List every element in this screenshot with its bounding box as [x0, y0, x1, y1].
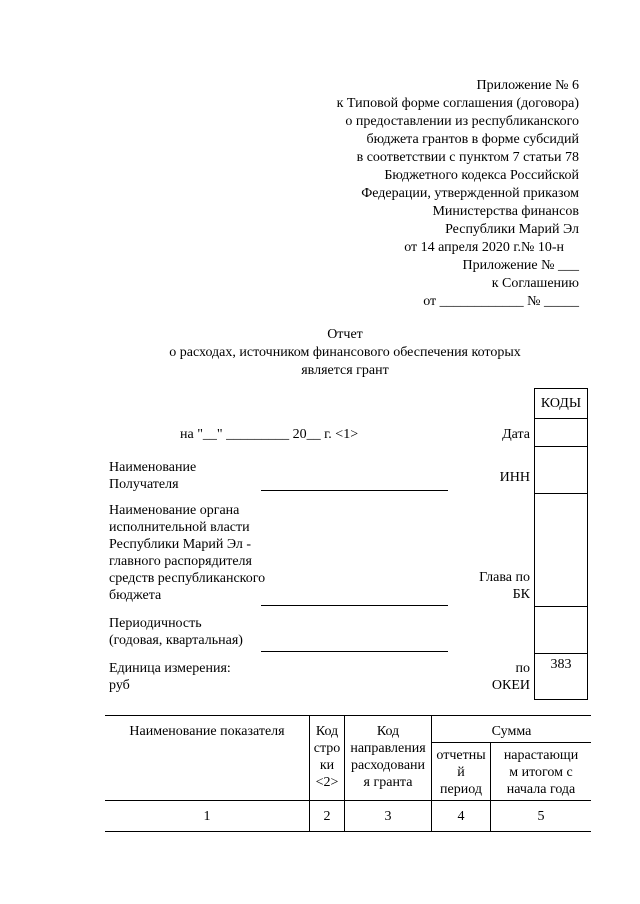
- header-text: Код: [315, 724, 339, 739]
- header-text: ки: [319, 758, 335, 773]
- label-line: Глава по: [479, 570, 530, 585]
- recipient-field[interactable]: [261, 490, 448, 491]
- periodicity-label: [109, 615, 243, 649]
- glava-bk-code-cell[interactable]: [535, 493, 587, 606]
- header-text: отчетны: [436, 748, 486, 763]
- header-line: Бюджетного кодекса Российской: [384, 168, 579, 183]
- header-line: Министерства финансов: [432, 204, 579, 219]
- label-line: исполнительной власти: [109, 520, 250, 535]
- header-line: от 14 апреля 2020 г.№ 10-н: [404, 240, 564, 255]
- okei-label: [492, 660, 530, 694]
- header-line: Приложение № 6: [476, 78, 579, 93]
- title-line: Отчет: [327, 327, 363, 342]
- recipient-label: [109, 459, 196, 493]
- header-text: расходовани: [350, 758, 426, 773]
- label-line: (годовая, квартальная): [109, 633, 243, 648]
- label-line: Получателя: [109, 477, 179, 492]
- header-text: м итогом с: [509, 765, 573, 780]
- header-line: от ____________ № _____: [423, 294, 579, 309]
- okei-code-cell: 383: [535, 653, 587, 699]
- header-text: начала года: [506, 782, 576, 797]
- header-text: й: [457, 765, 465, 780]
- header-sum: Сумма: [432, 716, 592, 743]
- date-code-cell[interactable]: [535, 418, 587, 446]
- column-number: 5: [491, 801, 592, 832]
- column-number: 2: [310, 801, 345, 832]
- header-line: к Типовой форме соглашения (договора): [336, 96, 579, 111]
- header-text: период: [440, 782, 482, 797]
- header-text: Код: [376, 724, 400, 739]
- periodicity-code-cell[interactable]: [535, 606, 587, 653]
- column-number: 1: [105, 801, 310, 832]
- header-line: Приложение № ___: [462, 258, 579, 273]
- date-label: Дата: [502, 427, 530, 442]
- header-line-code: [310, 716, 345, 801]
- header-text: нарастающи: [503, 748, 579, 763]
- inn-code-cell[interactable]: [535, 446, 587, 493]
- header-indicator: Наименование показателя: [105, 716, 310, 801]
- periodicity-field[interactable]: [261, 651, 448, 652]
- label-line: бюджета: [109, 588, 162, 603]
- header-cumulative: [491, 743, 592, 801]
- header-line: Республики Марий Эл: [445, 222, 579, 237]
- header-line: к Соглашению: [491, 276, 579, 291]
- label-line: руб: [109, 678, 130, 693]
- header-direction-code: [345, 716, 432, 801]
- header-text: <2>: [315, 775, 339, 790]
- header-line: Федерации, утвержденной приказом: [361, 186, 579, 201]
- label-line: ОКЕИ: [491, 678, 530, 693]
- unit-label: [109, 660, 231, 694]
- header-line: о предоставлении из республиканского: [345, 114, 579, 129]
- header-line: бюджета грантов в форме субсидий: [366, 132, 579, 147]
- column-number: 3: [345, 801, 432, 832]
- title-line: о расходах, источником финансового обеспечения которых: [169, 345, 521, 360]
- label-line: Наименование: [109, 460, 197, 475]
- inn-label: ИНН: [499, 470, 530, 485]
- label-line: Единица измерения:: [109, 661, 231, 676]
- label-line: БК: [512, 587, 530, 602]
- header-reporting-period: [432, 743, 491, 801]
- authority-label: [109, 502, 265, 604]
- header-text: направления: [350, 741, 426, 756]
- label-line: Республики Марий Эл -: [109, 537, 252, 552]
- glava-bk-label: [479, 569, 530, 603]
- label-line: по: [515, 661, 530, 676]
- authority-field[interactable]: [261, 605, 448, 606]
- label-line: главного распорядителя: [109, 554, 252, 569]
- header-text: я гранта: [363, 775, 413, 790]
- label-line: Периодичность: [109, 616, 202, 631]
- header-text: стро: [313, 741, 341, 756]
- label-line: Наименование органа: [109, 503, 240, 518]
- title-line: является грант: [301, 363, 389, 378]
- label-line: средств республиканского: [109, 571, 266, 586]
- header-line: в соответствии с пунктом 7 статьи 78: [356, 150, 579, 165]
- codes-column: [534, 388, 588, 700]
- expenses-table: [105, 715, 591, 832]
- date-line: на "__" _________ 20__ г. <1>: [180, 427, 359, 442]
- column-number: 4: [432, 801, 491, 832]
- codes-header: КОДЫ: [540, 396, 582, 411]
